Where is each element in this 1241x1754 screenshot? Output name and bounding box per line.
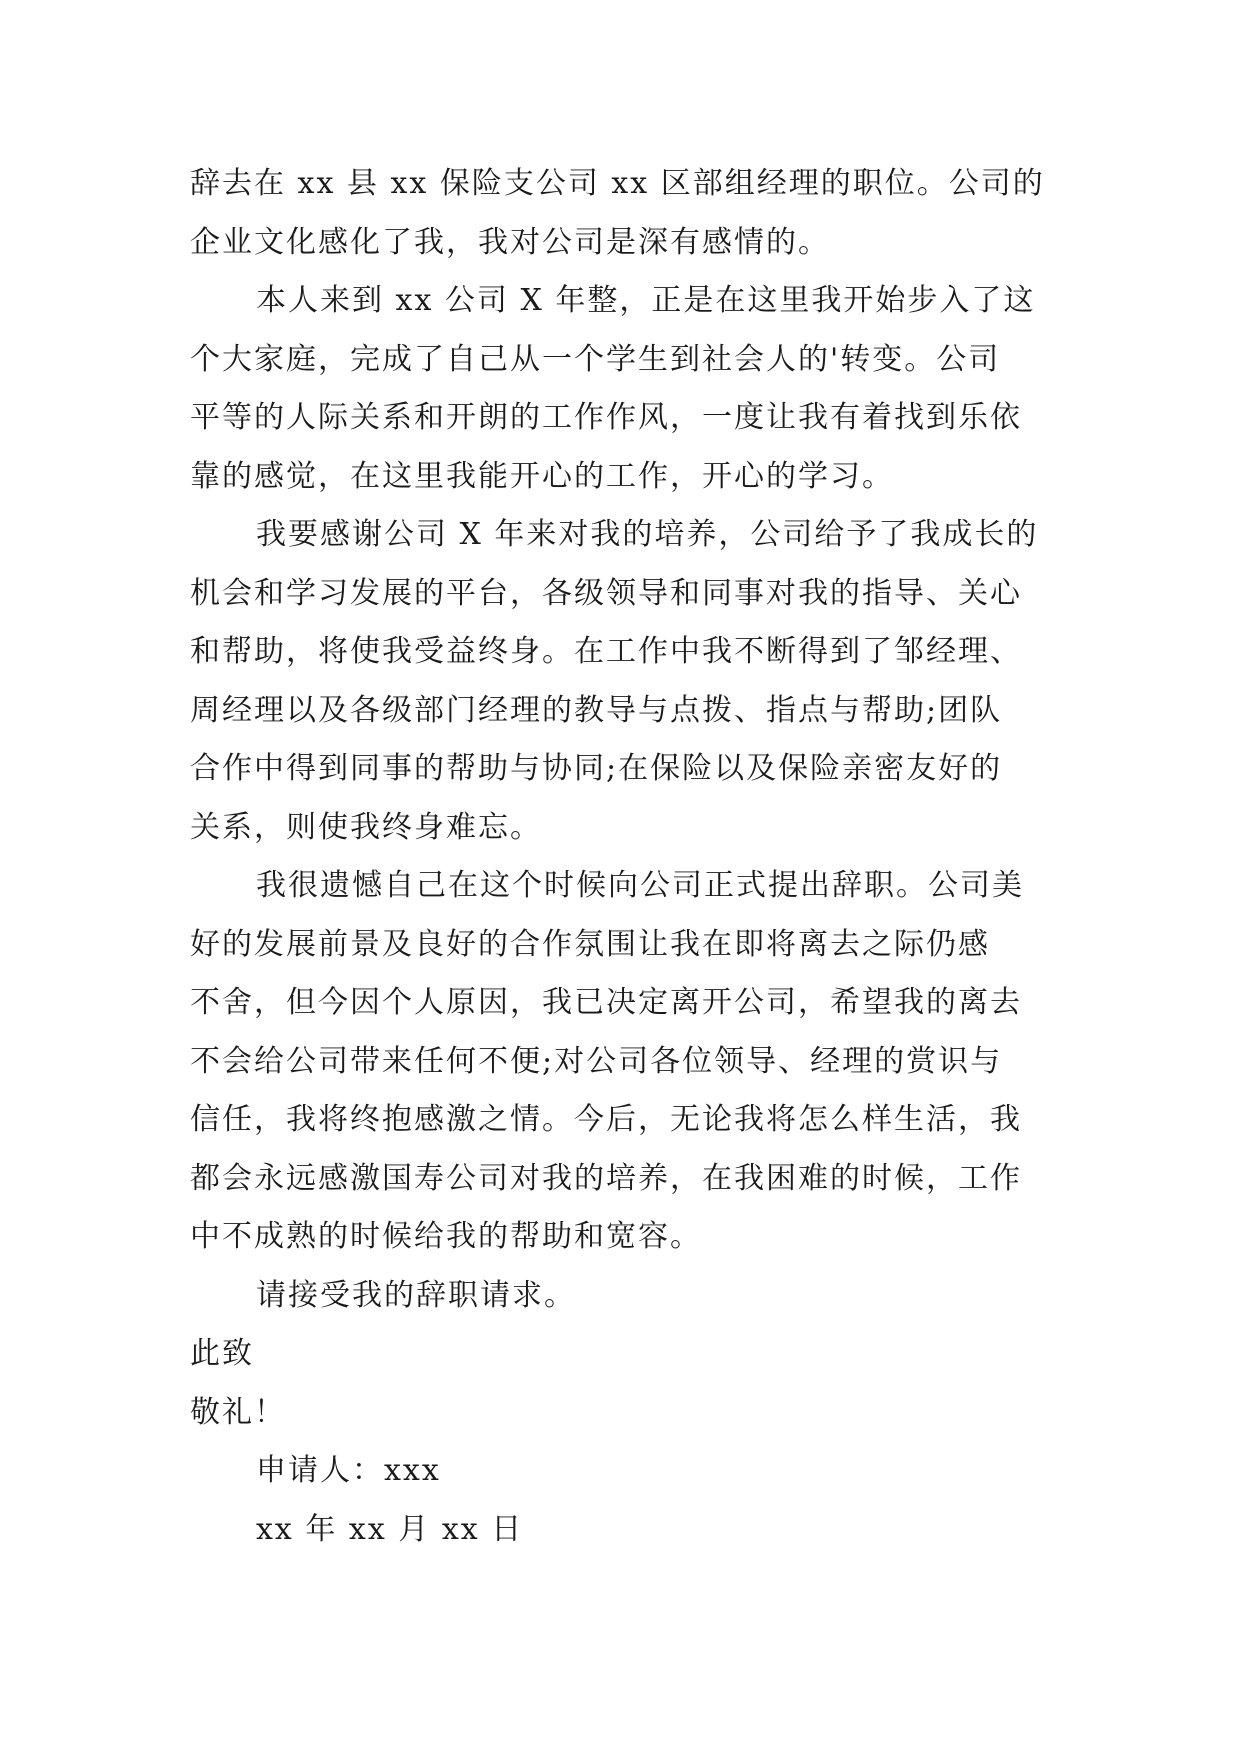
text-line-4: 个大家庭，完成了自己从一个学生到社会人的'转变。公司 [190,341,1001,377]
text-line-15: 不舍，但今因个人原因，我已决定离开公司，希望我的离去 [190,985,1022,1020]
text-line-16: 不会给公司带来任何不便;对公司各位领导、经理的赏识与 [190,1043,1003,1079]
text-line-7: 我要感谢公司 X 年来对我的培养，公司给予了我成长的 [256,517,1039,552]
text-line-3: 本人来到 xx 公司 X 年整，正是在这里我开始步入了这 [256,283,1036,318]
text-line-5: 平等的人际关系和开朗的工作作风，一度让我有着找到乐依 [190,400,1022,435]
text-line-10: 周经理以及各级部门经理的教导与点拨、指点与帮助;团队 [190,692,1003,728]
salutation-line-1: 此致 [190,1336,254,1371]
text-line-1: 辞去在 xx 县 xx 保险支公司 xx 区部组经理的职位。公司的 [190,166,1045,201]
text-line-9: 和帮助，将使我受益终身。在工作中我不断得到了邹经理、 [190,634,1022,669]
salutation-line-2: 敬礼！ [190,1394,286,1430]
text-line-8: 机会和学习发展的平台，各级领导和同事对我的指导、关心 [190,575,1022,611]
letter-body [190,155,1070,1559]
applicant-signature: 申请人：xxx [256,1453,441,1488]
text-line-20: 请接受我的辞职请求。 [256,1277,576,1313]
text-line-6: 靠的感觉，在这里我能开心的工作，开心的学习。 [190,458,894,494]
letter-date: xx 年 xx 月 xx 日 [256,1511,524,1547]
text-line-17: 信任，我将终抱感激之情。今后，无论我将怎么样生活，我 [190,1102,1022,1137]
text-line-2: 企业文化感化了我，我对公司是深有感情的。 [190,224,830,260]
text-line-18: 都会永远感激国寿公司对我的培养，在我困难的时候，工作 [190,1160,1022,1196]
text-line-14: 好的发展前景及良好的合作氛围让我在即将离去之际仍感 [190,926,990,962]
text-line-12: 关系，则使我终身难忘。 [190,809,542,845]
text-line-13: 我很遗憾自己在这个时候向公司正式提出辞职。公司美 [256,868,1024,903]
text-line-19: 中不成熟的时候给我的帮助和宽容。 [190,1219,702,1254]
text-line-11: 合作中得到同事的帮助与协同;在保险以及保险亲密友好的 [190,751,1003,786]
